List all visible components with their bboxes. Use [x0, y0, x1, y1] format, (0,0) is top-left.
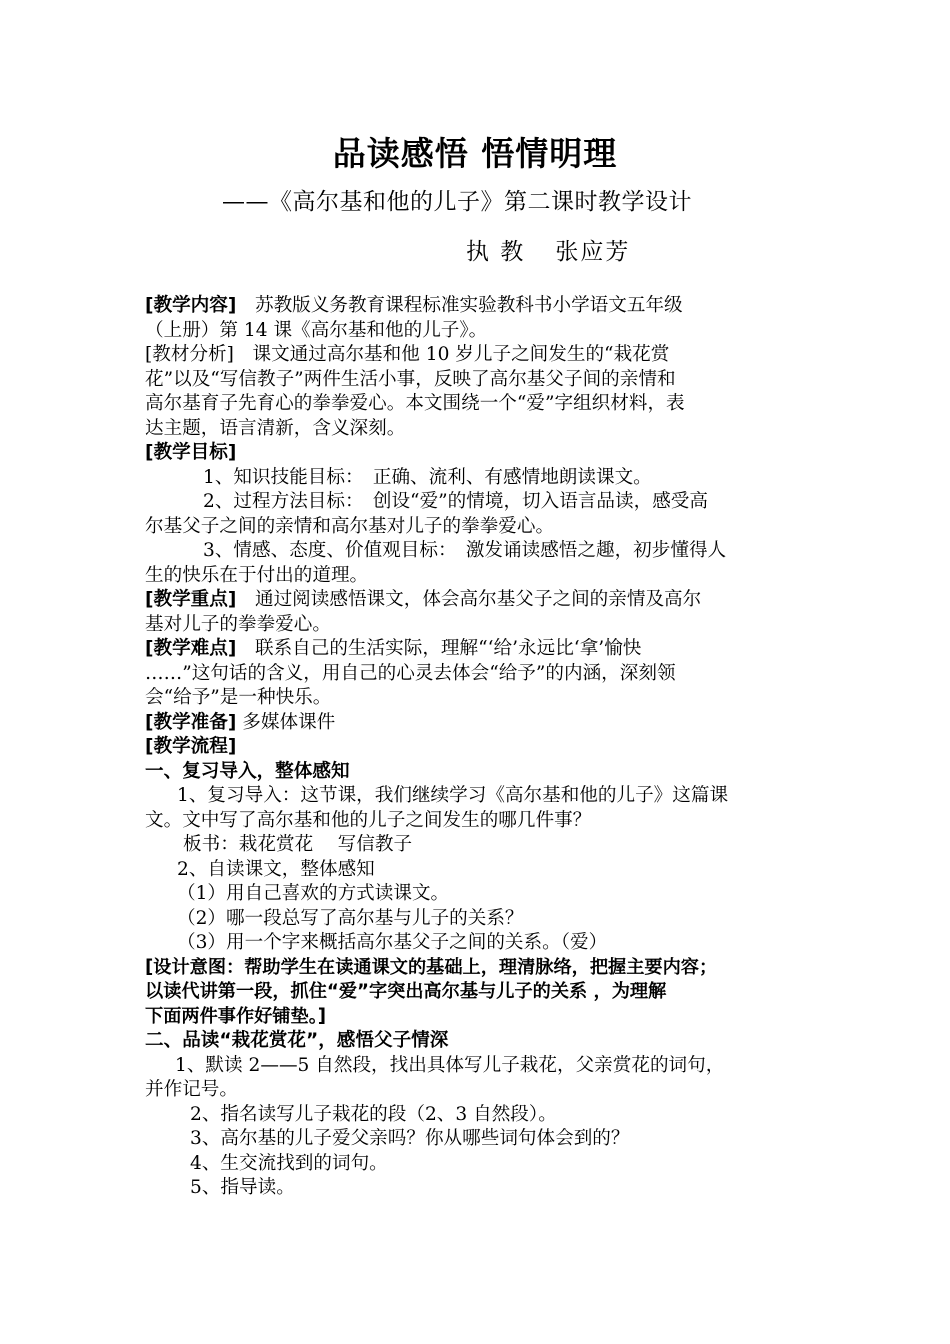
paragraph-line: 并作记号。 [145, 1079, 238, 1100]
paragraph-line [145, 294, 810, 319]
paragraph-line: 5、指导读。 [190, 1177, 295, 1198]
paragraph-line: （1）用自己喜欢的方式读课文。 [177, 883, 450, 904]
paragraph-line: （3）用一个字来概括高尔基父子之间的关系。（爱） [177, 932, 608, 953]
paragraph-line: ……”这句话的含义，用自己的心灵去体会“给予”的内涵，深刻领 [145, 662, 676, 684]
paragraph-line [145, 343, 810, 368]
paragraph-line [145, 637, 810, 662]
paragraph-line: 尔基父子之间的亲情和高尔基对儿子的拳拳爱心。 [145, 515, 555, 537]
paragraph-line: 文。文中写了高尔基和他的儿子之间发生的哪几件事？ [145, 809, 592, 831]
document-subtitle: ——《高尔基和他的儿子》第二课时教学设计 [222, 189, 692, 215]
line-text: 联系自己的生活实际，理解“‘给’永远比‘拿’愉快 [236, 638, 642, 659]
design-intent-line: [设计意图：帮助学生在读通课文的基础上，理清脉络，把握主要内容； [145, 956, 718, 978]
section-label: [教材分析] [145, 344, 234, 365]
paragraph-line: 高尔基育子先育心的拳拳爱心。本文围绕一个“爱”字组织材料，表 [145, 393, 685, 414]
paragraph-line: （2）哪一段总写了高尔基与儿子的关系？ [177, 907, 524, 929]
section-label: [教学重点] [145, 589, 237, 610]
section-heading: 一、复习导入，整体感知 [145, 760, 350, 782]
section-heading: [教学流程] [145, 736, 237, 757]
paragraph-line [145, 711, 810, 736]
paragraph-line: 基对儿子的拳拳爱心。 [145, 613, 331, 635]
author-label: 执 教 [466, 239, 526, 265]
paragraph-line: 3、情感、态度、价值观目标： 激发诵读感悟之趣，初步懂得人 [203, 540, 727, 561]
paragraph-line [145, 588, 810, 613]
author-name: 张应芳 [555, 239, 631, 265]
line-text: 通过阅读感悟课文，体会高尔基父子之间的亲情及高尔 [236, 589, 702, 610]
section-label: [教学难点] [145, 638, 237, 659]
section-heading: [教学目标] [145, 442, 237, 463]
line-text: 苏教版义务教育课程标准实验教科书小学语文五年级 [236, 295, 683, 316]
paragraph-line: 会“给予”是一种快乐。 [145, 687, 332, 708]
paragraph-line: 板书：栽花赏花 写信教子 [183, 834, 413, 855]
paragraph-line: 达主题，语言清新，含义深刻。 [145, 417, 406, 439]
paragraph-line: 1、默读 2——5 自然段，找出具体写儿子栽花，父亲赏花的词句， [175, 1054, 725, 1076]
paragraph-line: 2、自读课文，整体感知 [177, 858, 375, 880]
section-label: [教学准备] [145, 711, 237, 733]
section-label: [教学内容] [145, 295, 237, 316]
paragraph-line: 1、知识技能目标： 正确、流利、有感情地朗读课文。 [203, 466, 652, 488]
author-line [466, 233, 630, 266]
paragraph-line: 2、指名读写儿子栽花的段（2、3 自然段）。 [190, 1103, 557, 1125]
design-intent-line: 下面两件事作好铺垫。] [145, 1005, 327, 1027]
line-text: 课文通过高尔基和他 10 岁儿子之间发生的“栽花赏 [233, 344, 670, 365]
paragraph-line: （上册）第 14 课《高尔基和他的儿子》。 [145, 319, 488, 341]
document-body [145, 294, 810, 1201]
paragraph-line: 4、生交流找到的词句。 [190, 1152, 388, 1174]
paragraph-line: 2、过程方法目标： 创设“爱”的情境，切入语言品读，感受高 [203, 491, 708, 512]
paragraph-line: 1、复习导入：这节课，我们继续学习《高尔基和他的儿子》这篇课 [177, 785, 729, 806]
design-intent-line: 以读代讲第一段，抓住“爱”字突出高尔基与儿子的关系 ，为理解 [145, 981, 667, 1002]
paragraph-line: 3、高尔基的儿子爱父亲吗？你从哪些词句体会到的？ [190, 1128, 630, 1149]
document-title: 品读感悟 悟情明理 [332, 134, 618, 173]
paragraph-line: 花”以及“写信教子”两件生活小事，反映了高尔基父子间的亲情和 [145, 368, 676, 390]
paragraph-line: 生的快乐在于付出的道理。 [145, 564, 369, 586]
line-text: 多媒体课件 [236, 711, 336, 733]
section-heading: 二、品读“栽花赏花”，感悟父子情深 [145, 1030, 449, 1051]
